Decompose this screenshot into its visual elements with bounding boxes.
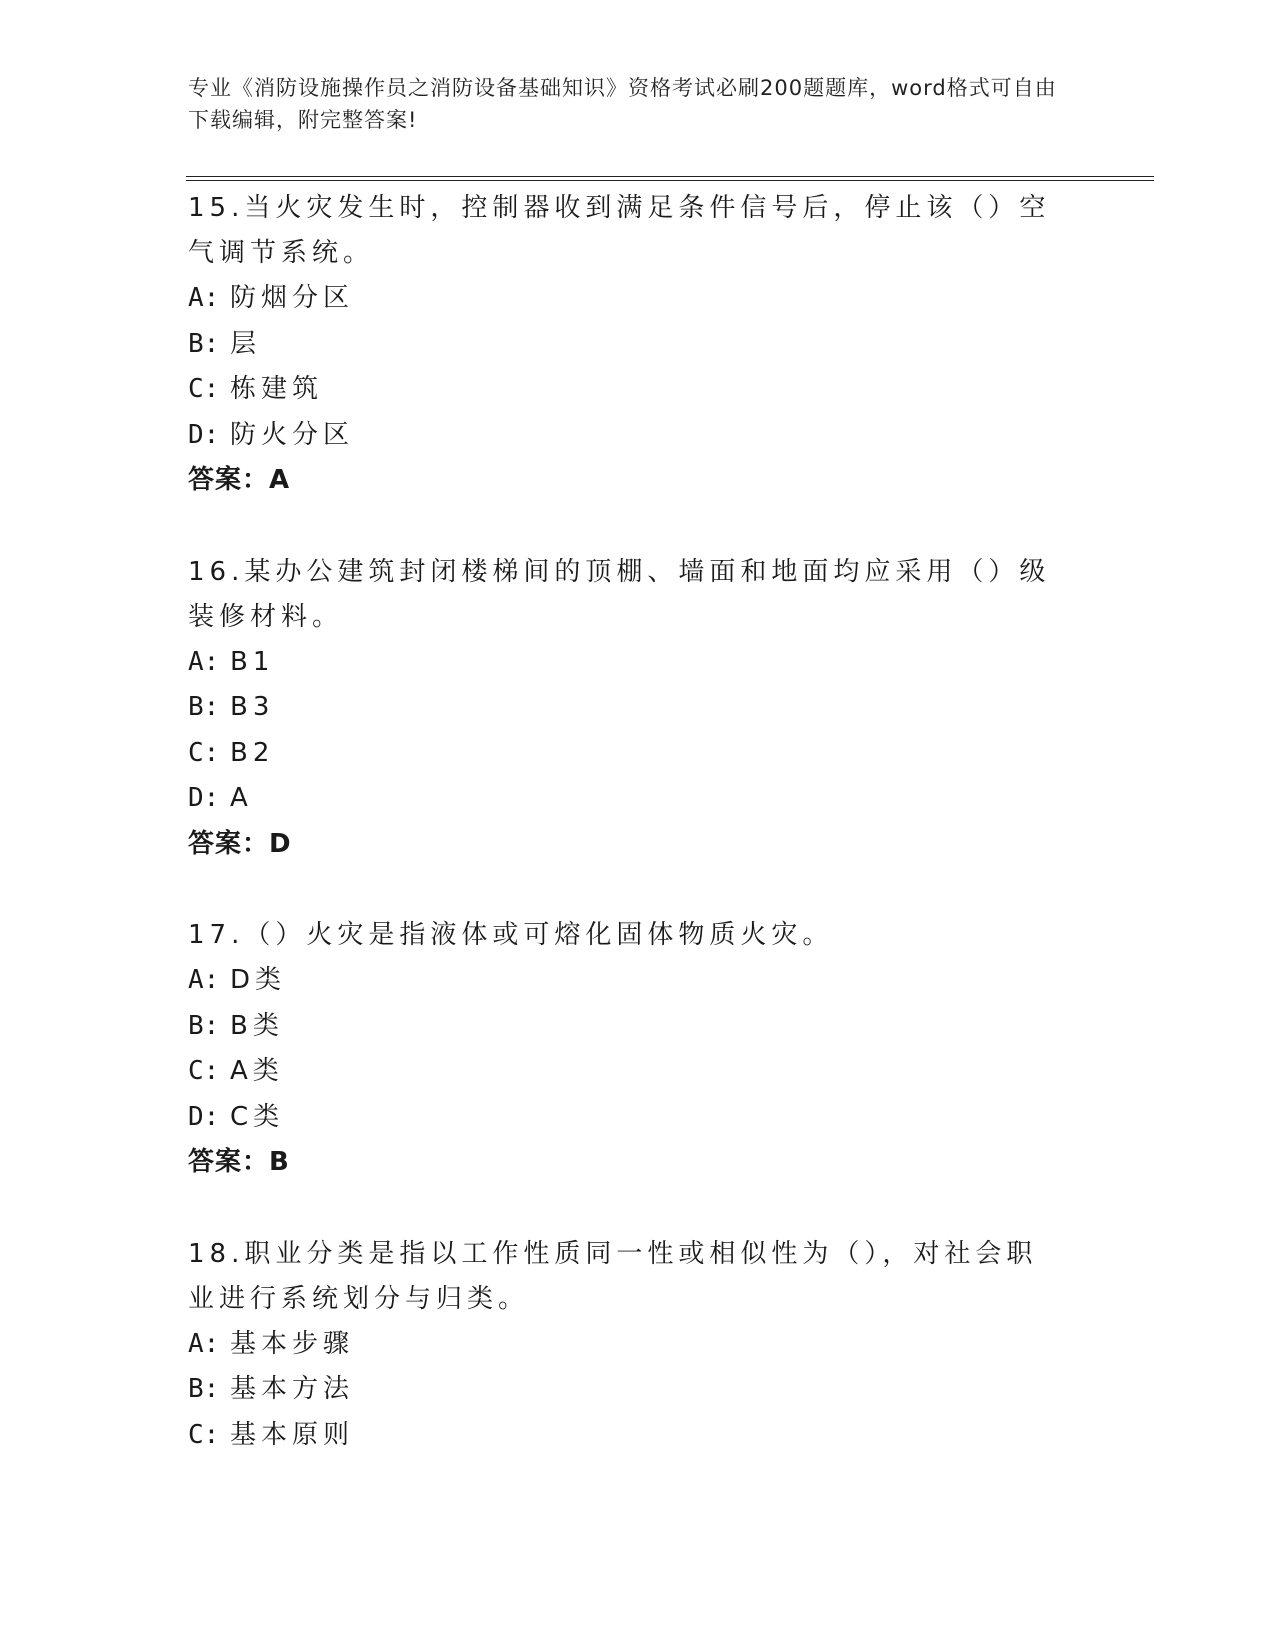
option-a <box>188 1322 1068 1368</box>
option-text: B2 <box>230 737 275 768</box>
option-key: A: <box>188 646 220 677</box>
option-c <box>188 1413 1068 1459</box>
header-divider <box>186 176 1154 181</box>
option-c <box>188 367 1068 413</box>
question-18 <box>188 1232 1068 1459</box>
option-d <box>188 1095 1068 1141</box>
option-text: D类 <box>230 965 287 995</box>
option-text: 基本原则 <box>230 1419 355 1450</box>
answer-line: 答案：A <box>188 465 291 495</box>
question-stem: 15.当火灾发生时，控制器收到满足条件信号后，停止该（）空气调节系统。 <box>188 193 1051 268</box>
question-15 <box>188 186 1068 504</box>
option-key: A: <box>188 965 220 995</box>
question-stem: 18.职业分类是指以工作性质同一性或相似性为（），对社会职业进行系统划分与归类。 <box>188 1238 1038 1314</box>
option-key: D: <box>188 419 220 450</box>
option-b <box>188 1367 1068 1413</box>
option-key: B: <box>188 692 220 722</box>
option-key: C: <box>188 1056 220 1086</box>
option-text: B1 <box>230 646 275 677</box>
option-key: A: <box>188 283 220 313</box>
option-key: B: <box>188 1374 220 1404</box>
option-text: 防烟分区 <box>230 283 355 313</box>
option-text: A <box>230 783 253 813</box>
question-stem: 17.（）火灾是指液体或可熔化固体物质火灾。 <box>188 920 834 950</box>
option-key: C: <box>188 1419 220 1450</box>
question-17 <box>188 913 1068 1186</box>
answer-line: 答案：B <box>188 1147 290 1177</box>
option-d <box>188 413 1068 459</box>
option-text: 基本方法 <box>230 1374 355 1404</box>
option-key: C: <box>188 737 220 768</box>
option-b <box>188 322 1068 368</box>
option-b <box>188 1004 1068 1050</box>
answer-line: 答案：D <box>188 828 292 859</box>
option-a <box>188 958 1068 1004</box>
question-list <box>188 186 1068 1504</box>
option-a <box>188 640 1068 686</box>
option-key: B: <box>188 328 220 359</box>
option-text: B3 <box>230 692 275 722</box>
question-16 <box>188 550 1068 868</box>
option-text: A类 <box>230 1056 284 1086</box>
option-text: 栋建筑 <box>230 374 324 404</box>
question-stem: 16.某办公建筑封闭楼梯间的顶棚、墙面和地面均应采用（）级装修材料。 <box>188 556 1051 632</box>
option-text: 防火分区 <box>230 419 355 450</box>
option-key: B: <box>188 1010 220 1041</box>
option-c <box>188 731 1068 777</box>
option-text: C类 <box>230 1101 285 1132</box>
option-c <box>188 1049 1068 1095</box>
option-key: D: <box>188 783 220 813</box>
page-header: 专业《消防设施操作员之消防设备基础知识》资格考试必刷200题题库，word格式可自由下载编辑，附完整答案! <box>188 76 1057 132</box>
option-b <box>188 685 1068 731</box>
option-d <box>188 776 1068 822</box>
option-a <box>188 276 1068 322</box>
option-key: C: <box>188 374 220 404</box>
option-text: B类 <box>230 1010 284 1041</box>
option-key: A: <box>188 1328 220 1359</box>
option-text: 层 <box>230 328 262 359</box>
option-key: D: <box>188 1101 220 1132</box>
option-text: 基本步骤 <box>230 1328 355 1359</box>
